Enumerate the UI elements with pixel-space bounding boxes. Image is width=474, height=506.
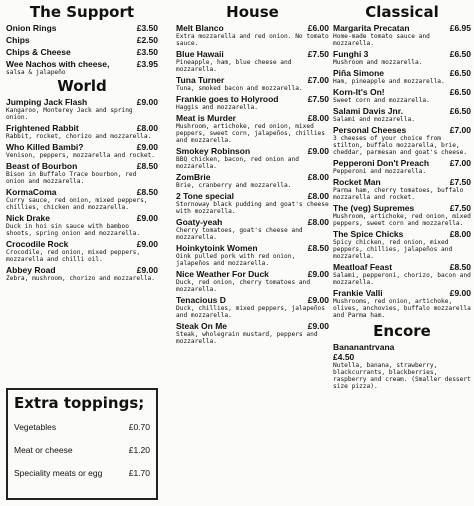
item-price: £8.00 bbox=[307, 191, 329, 201]
menu-item bbox=[6, 123, 158, 140]
item-name: KormaComa bbox=[6, 187, 57, 197]
menu-item-row bbox=[176, 94, 329, 104]
item-name: Margarita Precatan bbox=[333, 23, 410, 33]
item-name: Chips bbox=[6, 35, 30, 45]
topping-row bbox=[14, 445, 150, 455]
menu-item bbox=[333, 23, 471, 47]
house-list bbox=[176, 23, 329, 345]
menu-item bbox=[333, 288, 471, 319]
column-right bbox=[333, 4, 471, 392]
item-price: £8.00 bbox=[307, 217, 329, 227]
item-price: £3.50 bbox=[136, 23, 158, 33]
item-price: £8.50 bbox=[136, 161, 158, 171]
item-description: Mushroom and mozzarella. bbox=[333, 59, 423, 66]
item-description: Haggis and mozzarella. bbox=[176, 104, 258, 111]
item-name: Tuna Turner bbox=[176, 75, 225, 85]
item-name: Abbey Road bbox=[6, 265, 56, 275]
menu-item-row bbox=[333, 288, 471, 298]
item-name: Crocodile Rock bbox=[6, 239, 69, 249]
item-description: Duck, red onion, cherry tomatoes and mozzarella. bbox=[176, 279, 311, 293]
menu-item bbox=[6, 161, 158, 185]
item-name: Melt Blanco bbox=[176, 23, 224, 33]
menu-item bbox=[176, 243, 329, 267]
menu-item-row bbox=[333, 229, 471, 239]
menu-item-row bbox=[6, 123, 158, 133]
item-price: £8.00 bbox=[136, 123, 158, 133]
column-left bbox=[6, 4, 158, 284]
item-name: Meat is Murder bbox=[176, 113, 236, 123]
menu-item bbox=[176, 295, 329, 319]
menu-item-row bbox=[176, 146, 329, 156]
menu-item bbox=[176, 191, 329, 215]
item-price: £9.00 bbox=[307, 269, 329, 279]
item-name: Frightened Rabbit bbox=[6, 123, 79, 133]
menu-item bbox=[333, 177, 471, 201]
item-name: Salami Davis Jnr. bbox=[333, 106, 403, 116]
item-name: Hoinkytoink Women bbox=[176, 243, 258, 253]
menu-item-row bbox=[176, 295, 329, 305]
item-price: £8.50 bbox=[136, 187, 158, 197]
menu-item-row bbox=[333, 87, 471, 97]
item-name: ZomBrie bbox=[176, 172, 211, 182]
item-price: £8.50 bbox=[307, 243, 329, 253]
item-price: £3.95 bbox=[136, 59, 158, 69]
item-price: £7.50 bbox=[449, 177, 471, 187]
item-price: £8.00 bbox=[449, 229, 471, 239]
item-price: £7.50 bbox=[449, 203, 471, 213]
menu-item-row bbox=[6, 35, 158, 45]
menu-item-row bbox=[333, 158, 471, 168]
menu-item-row bbox=[6, 161, 158, 171]
menu-item-row bbox=[176, 243, 329, 253]
item-description: Rabbit, rocket, chorizo and mozzarella. bbox=[6, 133, 152, 140]
world-list bbox=[6, 97, 158, 282]
item-name: Frankie goes to Holyrood bbox=[176, 94, 279, 104]
item-name: 2 Tone special bbox=[176, 191, 234, 201]
toppings-title: Extra toppings; bbox=[14, 394, 145, 412]
menu-item-row bbox=[6, 23, 158, 33]
item-price: £7.00 bbox=[449, 158, 471, 168]
item-description: 3 cheeses of your choice from stilton, buffalo mozzarella, brie, cheddar, parmesan and goat's cheese. bbox=[333, 135, 468, 156]
item-price: £9.00 bbox=[307, 321, 329, 331]
menu-item bbox=[333, 68, 471, 85]
menu-item bbox=[176, 269, 329, 293]
menu-item-row bbox=[176, 49, 329, 59]
menu-item bbox=[176, 172, 329, 189]
item-name: Who Killed Bambi? bbox=[6, 142, 84, 152]
menu-item bbox=[333, 203, 471, 227]
topping-price: £1.70 bbox=[128, 468, 150, 478]
item-name: The (veg) Supremes bbox=[333, 203, 415, 213]
item-description: Salami, pepperoni, chorizo, bacon and mozzarella. bbox=[333, 272, 471, 286]
item-description: Stornoway black pudding and goat's cheese with mozzarella. bbox=[176, 201, 329, 215]
menu-item-row bbox=[6, 213, 158, 223]
item-price: £9.00 bbox=[136, 213, 158, 223]
item-description: Duck, chillies, mixed peppers, jalapeños and mozzarella. bbox=[176, 305, 326, 319]
menu-item-row bbox=[176, 113, 329, 123]
item-description: Spicy chicken, red onion, mixed peppers, chillies, jalapeños and mozzarella. bbox=[333, 239, 453, 260]
menu-item-row bbox=[6, 142, 158, 152]
section-title-classical: Classical bbox=[365, 3, 439, 21]
item-price: £9.00 bbox=[136, 239, 158, 249]
item-price: £9.00 bbox=[307, 295, 329, 305]
section-title-world: World bbox=[57, 77, 107, 95]
item-price: £6.50 bbox=[449, 68, 471, 78]
item-name: Beast of Bourbon bbox=[6, 161, 78, 171]
item-description: BBQ chicken, bacon, red onion and mozzarella. bbox=[176, 156, 299, 170]
menu-item-row bbox=[6, 59, 158, 69]
item-price: £9.00 bbox=[136, 265, 158, 275]
menu-item bbox=[6, 239, 158, 263]
item-price: £6.00 bbox=[307, 23, 329, 33]
item-name: Nice Weather For Duck bbox=[176, 269, 269, 279]
menu-item-row bbox=[333, 23, 471, 33]
menu-item-row bbox=[6, 97, 158, 107]
item-description: Extra mozzarella and red onion. No tomato sauce. bbox=[176, 33, 329, 47]
item-price: £4.50 bbox=[333, 352, 355, 362]
item-name: Meatloaf Feast bbox=[333, 262, 393, 272]
section-title-encore: Encore bbox=[373, 322, 431, 340]
menu-item bbox=[6, 213, 158, 237]
item-name: Goaty-yeah bbox=[176, 217, 223, 227]
menu-item bbox=[333, 49, 471, 66]
menu-item-row bbox=[6, 47, 158, 57]
item-description: Venison, peppers, mozzarella and rocket. bbox=[6, 152, 156, 159]
topping-name: Speciality meats or egg bbox=[14, 468, 103, 478]
menu-item bbox=[176, 75, 329, 92]
menu-item-row bbox=[333, 177, 471, 187]
menu-item-row bbox=[333, 125, 471, 135]
column-middle bbox=[176, 4, 329, 347]
topping-price: £0.70 bbox=[128, 422, 150, 432]
item-price: £8.50 bbox=[449, 262, 471, 272]
item-price: £6.50 bbox=[449, 49, 471, 59]
item-price: £3.50 bbox=[136, 47, 158, 57]
item-description: Crocodile, red onion, mixed peppers, mozzarella and chilli oil. bbox=[6, 249, 141, 263]
menu-item-row bbox=[6, 187, 158, 197]
item-price: £9.00 bbox=[136, 97, 158, 107]
menu-item bbox=[333, 125, 471, 156]
topping-name: Meat or cheese bbox=[14, 445, 73, 455]
item-name: Blue Hawaii bbox=[176, 49, 224, 59]
menu-item bbox=[333, 342, 471, 390]
item-price: £6.50 bbox=[449, 106, 471, 116]
item-name: Steak On Me bbox=[176, 321, 228, 331]
item-description: Mushroom, artichoke, red onion, mixed peppers, sweet corn and mozzarella. bbox=[333, 213, 471, 227]
topping-name: Vegetables bbox=[14, 422, 57, 432]
menu-item bbox=[333, 106, 471, 123]
item-description: Oink pulled pork with red onion, jalapeños and mozzarella. bbox=[176, 253, 296, 267]
menu-item bbox=[6, 23, 158, 33]
menu-item bbox=[176, 94, 329, 111]
item-description: Mushroom, artichoke, red onion, mixed peppers, sweet corn, jalapeños, chillies and mozzarella. bbox=[176, 123, 326, 144]
menu-item bbox=[176, 113, 329, 144]
menu-item-row bbox=[333, 106, 471, 116]
item-name: The Spice Chicks bbox=[333, 229, 404, 239]
menu-item bbox=[6, 97, 158, 121]
item-description: Pineapple, ham, blue cheese and mozzarella. bbox=[176, 59, 292, 73]
item-name: Rocket Man bbox=[333, 177, 381, 187]
menu-item bbox=[6, 265, 158, 282]
menu-item-row bbox=[176, 75, 329, 85]
item-price: £7.00 bbox=[307, 75, 329, 85]
menu-item bbox=[6, 47, 158, 57]
menu-item-row bbox=[176, 172, 329, 182]
item-description: Tuna, smoked bacon and mozzarella. bbox=[176, 85, 303, 92]
menu-item bbox=[333, 262, 471, 286]
menu-item bbox=[176, 146, 329, 170]
topping-row bbox=[14, 468, 150, 478]
item-description: Sweet corn and mozzarella. bbox=[333, 97, 430, 104]
menu-item-row bbox=[176, 23, 329, 33]
toppings-list bbox=[14, 422, 150, 478]
menu-item bbox=[6, 35, 158, 45]
menu-item-row bbox=[6, 239, 158, 249]
item-price: £7.50 bbox=[307, 94, 329, 104]
encore-section bbox=[333, 323, 471, 390]
menu-item-row bbox=[333, 262, 471, 272]
item-price: £7.50 bbox=[307, 49, 329, 59]
item-description: Zebra, mushroom, chorizo and mozzarella. bbox=[6, 275, 156, 282]
item-description: Mushrooms, red onion, artichoke, olives, anchovies, buffalo mozzarella and Parma ham. bbox=[333, 298, 471, 319]
topping-row bbox=[14, 422, 150, 432]
item-description: Pepperoni and mozzarella. bbox=[333, 168, 427, 175]
item-name: Jumping Jack Flash bbox=[6, 97, 88, 107]
item-name: Bananantrvana bbox=[333, 342, 395, 352]
item-description: Brie, cranberry and mozzarella. bbox=[176, 182, 292, 189]
menu-item bbox=[176, 49, 329, 73]
item-name: Wee Nachos with cheese, bbox=[6, 59, 110, 69]
item-description: Ham, pineapple and mozzarella. bbox=[333, 78, 445, 85]
item-description: Home-made tomato sauce and mozzarella. bbox=[333, 33, 430, 47]
menu-item bbox=[176, 23, 329, 47]
item-description: Duck in hoi sin sauce with bamboo shoots, spring onion and mozzarella. bbox=[6, 223, 141, 237]
item-price: £6.95 bbox=[449, 23, 471, 33]
item-price: £9.00 bbox=[307, 146, 329, 156]
item-name: Smokey Robinson bbox=[176, 146, 251, 156]
menu-item-row bbox=[176, 269, 329, 279]
menu-item-row bbox=[6, 265, 158, 275]
menu-item-row bbox=[333, 203, 471, 213]
menu-item bbox=[176, 321, 329, 345]
item-description: Salami and mozzarella. bbox=[333, 116, 415, 123]
item-description: Bison in Buffalo Trace bourbon, red onion and mozzarella. bbox=[6, 171, 137, 185]
item-price: £7.00 bbox=[449, 125, 471, 135]
menu-item bbox=[176, 217, 329, 241]
menu-item-row bbox=[176, 321, 329, 331]
item-name: Pepperoni Don't Preach bbox=[333, 158, 430, 168]
item-name: Frankie Valli bbox=[333, 288, 383, 298]
item-name: Korn-It's On! bbox=[333, 87, 385, 97]
section-title-house: House bbox=[226, 3, 279, 21]
item-price: £8.00 bbox=[307, 113, 329, 123]
menu-item bbox=[6, 142, 158, 159]
classical-list bbox=[333, 23, 471, 319]
menu-item-row bbox=[333, 68, 471, 78]
menu-item bbox=[6, 187, 158, 211]
item-name: Chips & Cheese bbox=[6, 47, 71, 57]
item-price: £6.50 bbox=[449, 87, 471, 97]
menu-item bbox=[333, 87, 471, 104]
item-name: Tenacious D bbox=[176, 295, 226, 305]
item-description: Curry sauce, red onion, mixed peppers, chillies, chicken and mozzarella. bbox=[6, 197, 148, 211]
item-description: Cherry tomatoes, goat's cheese and mozzarella. bbox=[176, 227, 303, 241]
item-name: Funghi 3 bbox=[333, 49, 369, 59]
item-description: Steak, wholegrain mustard, peppers and mozzarella. bbox=[176, 331, 318, 345]
menu-item-row bbox=[333, 49, 471, 59]
menu-item bbox=[333, 158, 471, 175]
item-description: Nutella, banana, strawberry, blackcurrants, blackberries, raspberry and cream. (Smaller dessert size pizza). bbox=[333, 362, 471, 390]
item-name: Onion Rings bbox=[6, 23, 57, 33]
section-title-support: The Support bbox=[29, 3, 135, 21]
item-price: £9.00 bbox=[449, 288, 471, 298]
item-description: salsa & jalapeño bbox=[6, 69, 66, 76]
menu-item bbox=[333, 229, 471, 260]
item-description: Kangaroo, Monterey Jack and spring onion. bbox=[6, 107, 133, 121]
item-name: Personal Cheeses bbox=[333, 125, 407, 135]
menu-item-row bbox=[176, 191, 329, 201]
item-price: £2.50 bbox=[136, 35, 158, 45]
item-name: Nick Drake bbox=[6, 213, 50, 223]
menu-item bbox=[6, 59, 158, 76]
support-list bbox=[6, 23, 158, 76]
topping-price: £1.20 bbox=[128, 445, 150, 455]
item-price: £9.00 bbox=[136, 142, 158, 152]
item-name: Piña Simone bbox=[333, 68, 385, 78]
item-description: Parma ham, cherry tomatoes, buffalo mozzarella and rocket. bbox=[333, 187, 464, 201]
extra-toppings-box bbox=[6, 388, 158, 500]
menu-item-row bbox=[176, 217, 329, 227]
item-price: £8.00 bbox=[307, 172, 329, 182]
